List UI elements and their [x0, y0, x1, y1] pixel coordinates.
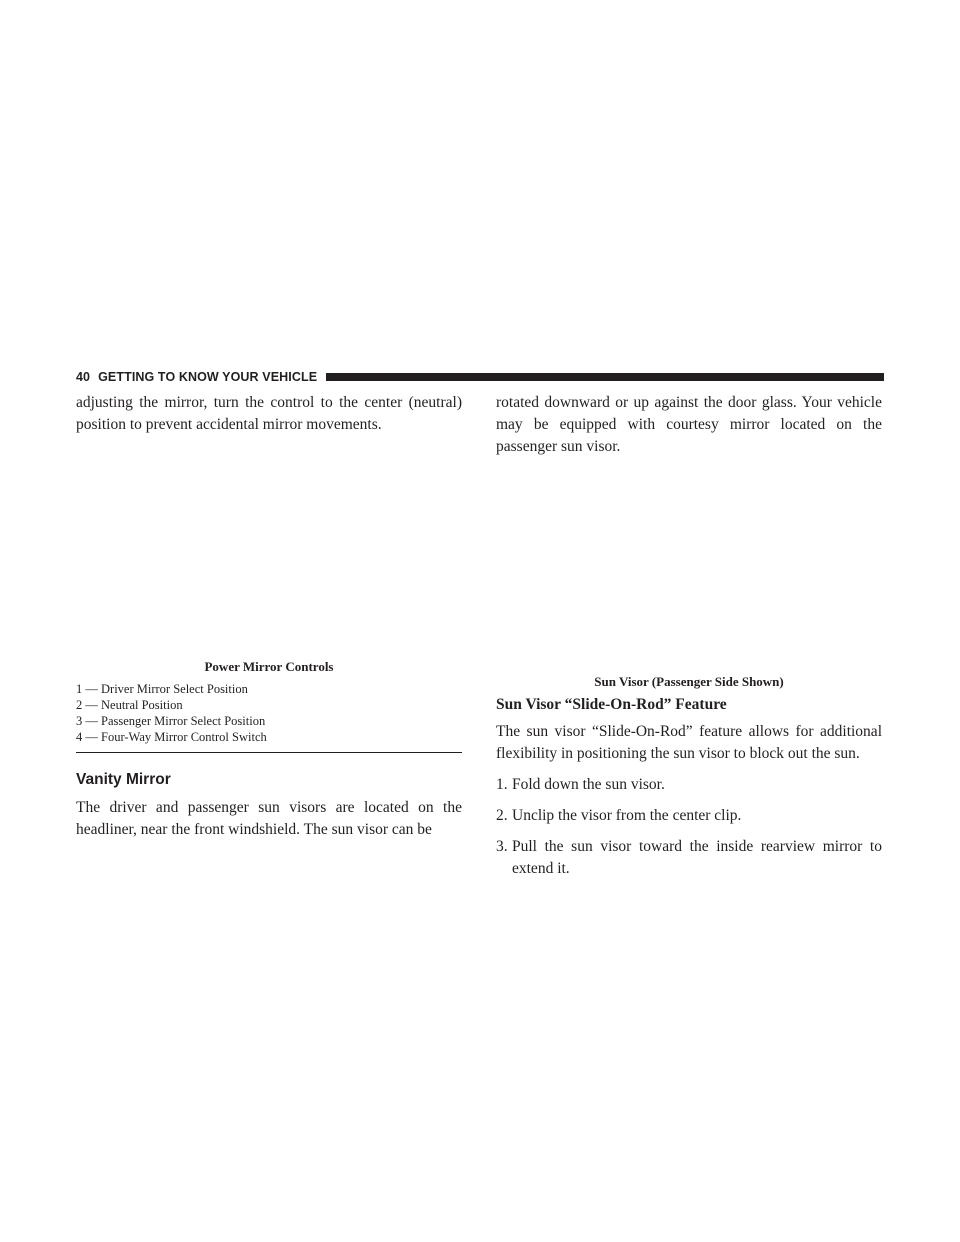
page-header [76, 369, 884, 385]
step-text: Pull the sun visor toward the inside rearview mirror to extend it. [512, 838, 882, 877]
legend-item: 1 — Driver Mirror Select Position [76, 682, 248, 696]
power-mirror-legend [76, 681, 462, 745]
step-number: 1. [496, 776, 508, 793]
right-column [496, 392, 882, 889]
header-rule [326, 373, 884, 381]
left-intro-text: adjusting the mirror, turn the control to the center (neutral) position to prevent accidental mirror movements. [76, 394, 462, 433]
power-mirror-caption: Power Mirror Controls [204, 659, 334, 674]
page-number: 40 [76, 370, 91, 384]
slide-on-rod-steps [496, 774, 882, 880]
sun-visor-figure-area [496, 458, 882, 674]
list-item [496, 836, 882, 880]
legend-item: 2 — Neutral Position [76, 698, 183, 712]
power-mirror-figure-area [76, 436, 462, 659]
left-column [76, 392, 462, 841]
sun-visor-caption: Sun Visor (Passenger Side Shown) [594, 674, 784, 689]
legend-divider [76, 752, 462, 753]
slide-on-rod-text: The sun visor “Slide-On-Rod” feature allows for additional flexibility in positioning the sun visor to block out the sun. [496, 723, 882, 762]
section-title: GETTING TO KNOW YOUR VEHICLE [98, 370, 318, 384]
step-number: 2. [496, 807, 508, 824]
list-item [496, 774, 882, 796]
vanity-mirror-heading: Vanity Mirror [76, 771, 171, 788]
legend-item: 3 — Passenger Mirror Select Position [76, 714, 266, 728]
right-continued-text: rotated downward or up against the door glass. Your vehicle may be equipped with courtesy mirror located on the passenger sun visor. [496, 394, 882, 455]
legend-item: 4 — Four-Way Mirror Control Switch [76, 730, 267, 744]
step-number: 3. [496, 838, 508, 855]
step-text: Unclip the visor from the center clip. [512, 807, 742, 824]
list-item [496, 805, 882, 827]
vanity-mirror-text: The driver and passenger sun visors are located on the headliner, near the front windshield. The sun visor can be [76, 799, 462, 838]
slide-on-rod-heading: Sun Visor “Slide-On-Rod” Feature [496, 696, 727, 713]
step-text: Fold down the sun visor. [512, 776, 665, 793]
